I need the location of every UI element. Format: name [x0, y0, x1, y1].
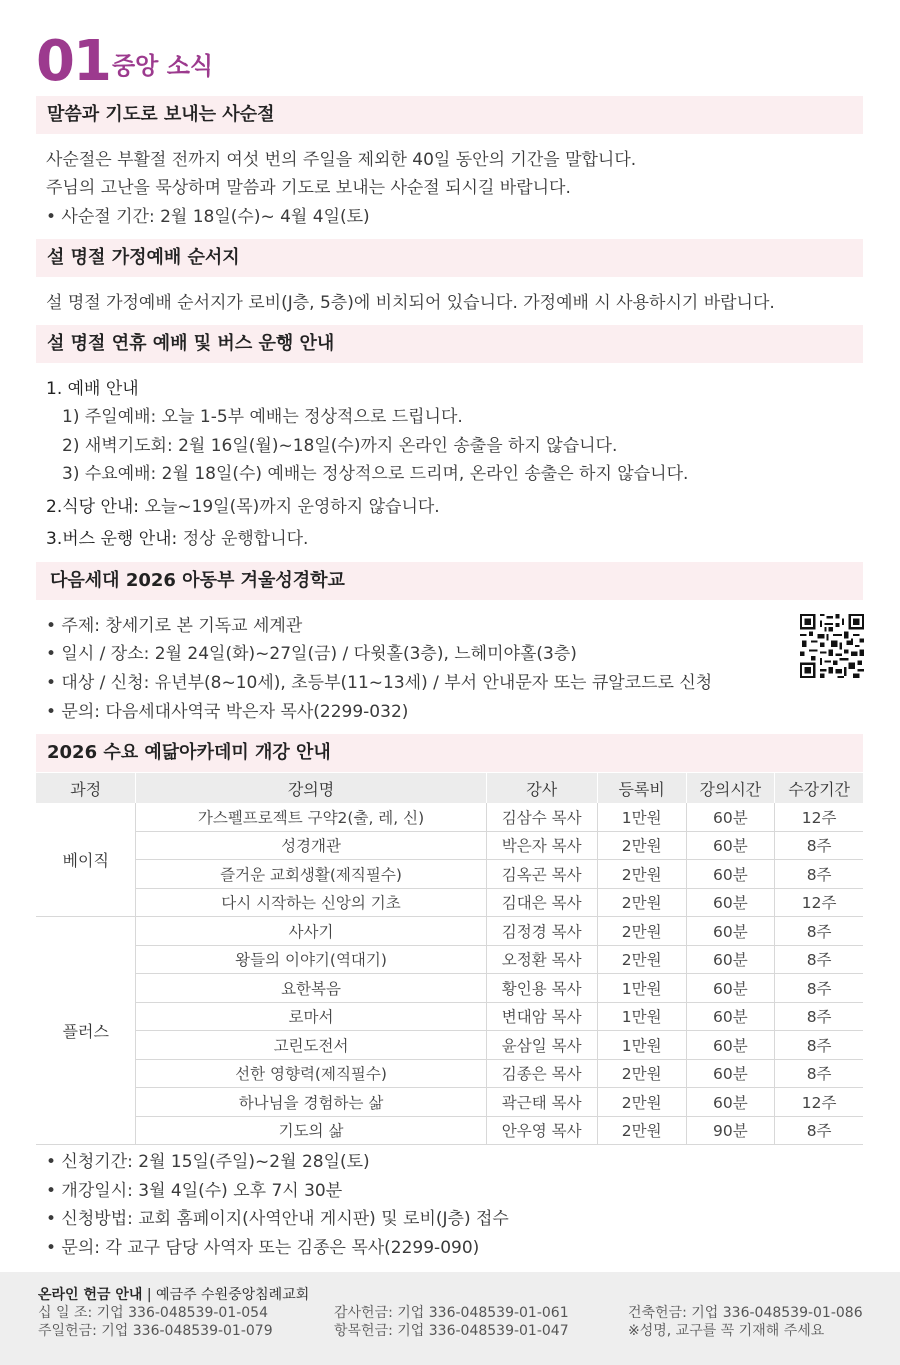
table-row	[36, 860, 863, 889]
course-category: 플러스	[36, 917, 136, 1145]
course-period: 12주	[775, 1088, 863, 1117]
course-instructor: 변대암 목사	[486, 1002, 597, 1031]
course-duration: 60분	[686, 945, 775, 974]
section-heading-lent: 말씀과 기도로 보내는 사순절	[36, 96, 863, 134]
footer	[0, 1272, 900, 1365]
account-sunday: 주일헌금: 기업 336-048539-01-079	[38, 1323, 273, 1339]
footer-heading	[38, 1286, 309, 1304]
course-fee: 2만원	[597, 831, 686, 860]
account-tithe: 십 일 조: 기업 336-048539-01-054	[38, 1305, 268, 1321]
course-period: 8주	[775, 917, 863, 946]
academy-note-line: • 문의: 각 교구 담당 사역자 또는 김종은 목사(2299-090)	[46, 1238, 480, 1258]
table-row	[36, 831, 863, 860]
course-duration: 90분	[686, 1116, 775, 1145]
course-fee: 2만원	[597, 1116, 686, 1145]
course-duration: 60분	[686, 1088, 775, 1117]
course-duration: 60분	[686, 831, 775, 860]
account-item: 항목헌금: 기업 336-048539-01-047	[334, 1323, 569, 1339]
course-period: 8주	[775, 945, 863, 974]
course-title: 왕들의 이야기(역대기)	[136, 945, 486, 974]
course-title: 로마서	[136, 1002, 486, 1031]
course-period: 8주	[775, 1059, 863, 1088]
list-sub-item: 3) 수요예배: 2월 18일(수) 예배는 정상적으로 드리며, 온라인 송출은 하지 않습니다.	[62, 464, 689, 484]
course-title: 고린도전서	[136, 1031, 486, 1060]
course-instructor: 김종은 목사	[486, 1059, 597, 1088]
table-row	[36, 1031, 863, 1060]
list-sub-item: 2) 새벽기도회: 2월 16일(월)~18일(수)까지 온라인 송출을 하지 않습니다.	[62, 436, 618, 456]
vbs-detail-line: • 주제: 창세기로 본 기독교 세계관	[46, 616, 303, 636]
course-instructor: 김옥곤 목사	[486, 860, 597, 889]
academy-note-line: • 신청방법: 교회 홈페이지(사역안내 게시판) 및 로비(J층) 접수	[46, 1209, 509, 1229]
cafeteria-text: 오늘~19일(목)까지 운영하지 않습니다.	[139, 497, 440, 517]
bus-label: 3.버스 운행 안내:	[46, 529, 178, 549]
section-heading-holiday-worship: 설 명절 연휴 예배 및 버스 운행 안내	[36, 325, 863, 363]
course-fee: 2만원	[597, 945, 686, 974]
qr-code-icon[interactable]	[800, 614, 864, 678]
course-fee: 2만원	[597, 1088, 686, 1117]
section-number: 01	[36, 29, 110, 94]
table-row	[36, 974, 863, 1003]
course-title: 선한 영향력(제직필수)	[136, 1059, 486, 1088]
course-instructor: 윤삼일 목사	[486, 1031, 597, 1060]
course-title: 사사기	[136, 917, 486, 946]
page-title: 중앙 소식	[112, 52, 214, 80]
course-instructor: 박은자 목사	[486, 831, 597, 860]
course-category: 베이직	[36, 803, 136, 917]
vbs-detail-line: • 문의: 다음세대사역국 박은자 목사(2299-032)	[46, 702, 409, 722]
course-duration: 60분	[686, 1059, 775, 1088]
course-duration: 60분	[686, 974, 775, 1003]
account-thanks: 감사헌금: 기업 336-048539-01-061	[334, 1305, 569, 1321]
column-header: 등록비	[597, 773, 686, 803]
bus-text: 정상 운행합니다.	[177, 529, 309, 549]
cafeteria-label: 2.식당 안내:	[46, 497, 140, 517]
course-fee: 2만원	[597, 1059, 686, 1088]
footer-account-holder: | 예금주 수원중앙침례교회	[142, 1287, 310, 1303]
column-header: 과정	[36, 773, 136, 803]
paragraph-line: 설 명절 가정예배 순서지가 로비(J층, 5층)에 비치되어 있습니다. 가정예배 시 사용하시기 바랍니다.	[46, 293, 775, 313]
course-period: 8주	[775, 1116, 863, 1145]
academy-note-line: • 개강일시: 3월 4일(수) 오후 7시 30분	[46, 1181, 343, 1201]
table-header-row	[36, 773, 863, 803]
course-duration: 60분	[686, 917, 775, 946]
course-duration: 60분	[686, 1002, 775, 1031]
table-row	[36, 917, 863, 946]
section-heading-family-worship: 설 명절 가정예배 순서지	[36, 239, 863, 277]
course-instructor: 황인용 목사	[486, 974, 597, 1003]
course-fee: 1만원	[597, 803, 686, 831]
course-duration: 60분	[686, 860, 775, 889]
table-row	[36, 1059, 863, 1088]
course-instructor: 안우영 목사	[486, 1116, 597, 1145]
course-title: 요한복음	[136, 974, 486, 1003]
course-fee: 1만원	[597, 1031, 686, 1060]
footer-note: ※성명, 교구를 꼭 기재해 주세요	[628, 1323, 825, 1339]
course-title: 하나님을 경험하는 삶	[136, 1088, 486, 1117]
course-instructor: 김대은 목사	[486, 888, 597, 917]
column-header: 수강기간	[775, 773, 863, 803]
column-header: 강의시간	[686, 773, 775, 803]
paragraph-line: 사순절은 부활절 전까지 여섯 번의 주일을 제외한 40일 동안의 기간을 말합니다.	[46, 150, 637, 170]
column-header: 강사	[486, 773, 597, 803]
section-heading-academy: 2026 수요 예닮아카데미 개강 안내	[36, 734, 863, 772]
vbs-detail-line: • 일시 / 장소: 2월 24일(화)~27일(금) / 다윗홀(3층), 느헤미야홀(3층)	[46, 644, 577, 664]
course-duration: 60분	[686, 888, 775, 917]
course-instructor: 오정환 목사	[486, 945, 597, 974]
course-title: 기도의 삶	[136, 1116, 486, 1145]
table-row	[36, 1088, 863, 1117]
course-fee: 1만원	[597, 974, 686, 1003]
table-row	[36, 888, 863, 917]
course-period: 12주	[775, 803, 863, 831]
course-fee: 2만원	[597, 917, 686, 946]
paragraph-line: 주님의 고난을 묵상하며 말씀과 기도로 보내는 사순절 되시길 바랍니다.	[46, 178, 571, 198]
footer-title: 온라인 헌금 안내	[38, 1287, 143, 1303]
course-instructor: 김정경 목사	[486, 917, 597, 946]
course-duration: 60분	[686, 803, 775, 831]
list-sub-item: 1) 주일예배: 오늘 1-5부 예배는 정상적으로 드립니다.	[62, 407, 463, 427]
list-item-cafeteria	[46, 494, 440, 520]
course-title: 성경개관	[136, 831, 486, 860]
course-table	[36, 773, 863, 1145]
course-period: 8주	[775, 1031, 863, 1060]
course-title: 즐거운 교회생활(제직필수)	[136, 860, 486, 889]
course-period: 8주	[775, 831, 863, 860]
course-title: 다시 시작하는 신앙의 기초	[136, 888, 486, 917]
lent-period-line: • 사순절 기간: 2월 18일(수)~ 4월 4일(토)	[46, 207, 370, 227]
list-item-bus	[46, 526, 308, 552]
column-header: 강의명	[136, 773, 486, 803]
course-fee: 2만원	[597, 888, 686, 917]
table-row	[36, 1116, 863, 1145]
course-fee: 1만원	[597, 1002, 686, 1031]
section-heading-vbs: 다음세대 2026 아동부 겨울성경학교	[36, 562, 863, 600]
list-item-title: 1. 예배 안내	[46, 379, 139, 399]
course-period: 8주	[775, 1002, 863, 1031]
vbs-detail-line: • 대상 / 신청: 유년부(8~10세), 초등부(11~13세) / 부서 안내문자 또는 큐알코드로 신청	[46, 673, 713, 693]
table-row	[36, 803, 863, 831]
account-building: 건축헌금: 기업 336-048539-01-086	[628, 1305, 863, 1321]
table-row	[36, 945, 863, 974]
course-period: 12주	[775, 888, 863, 917]
table-row	[36, 1002, 863, 1031]
course-period: 8주	[775, 974, 863, 1003]
course-period: 8주	[775, 860, 863, 889]
course-title: 가스펠프로젝트 구약2(출, 레, 신)	[136, 803, 486, 831]
course-duration: 60분	[686, 1031, 775, 1060]
course-fee: 2만원	[597, 860, 686, 889]
course-instructor: 김삼수 목사	[486, 803, 597, 831]
academy-note-line: • 신청기간: 2월 15일(주일)~2월 28일(토)	[46, 1152, 370, 1172]
course-instructor: 곽근태 목사	[486, 1088, 597, 1117]
